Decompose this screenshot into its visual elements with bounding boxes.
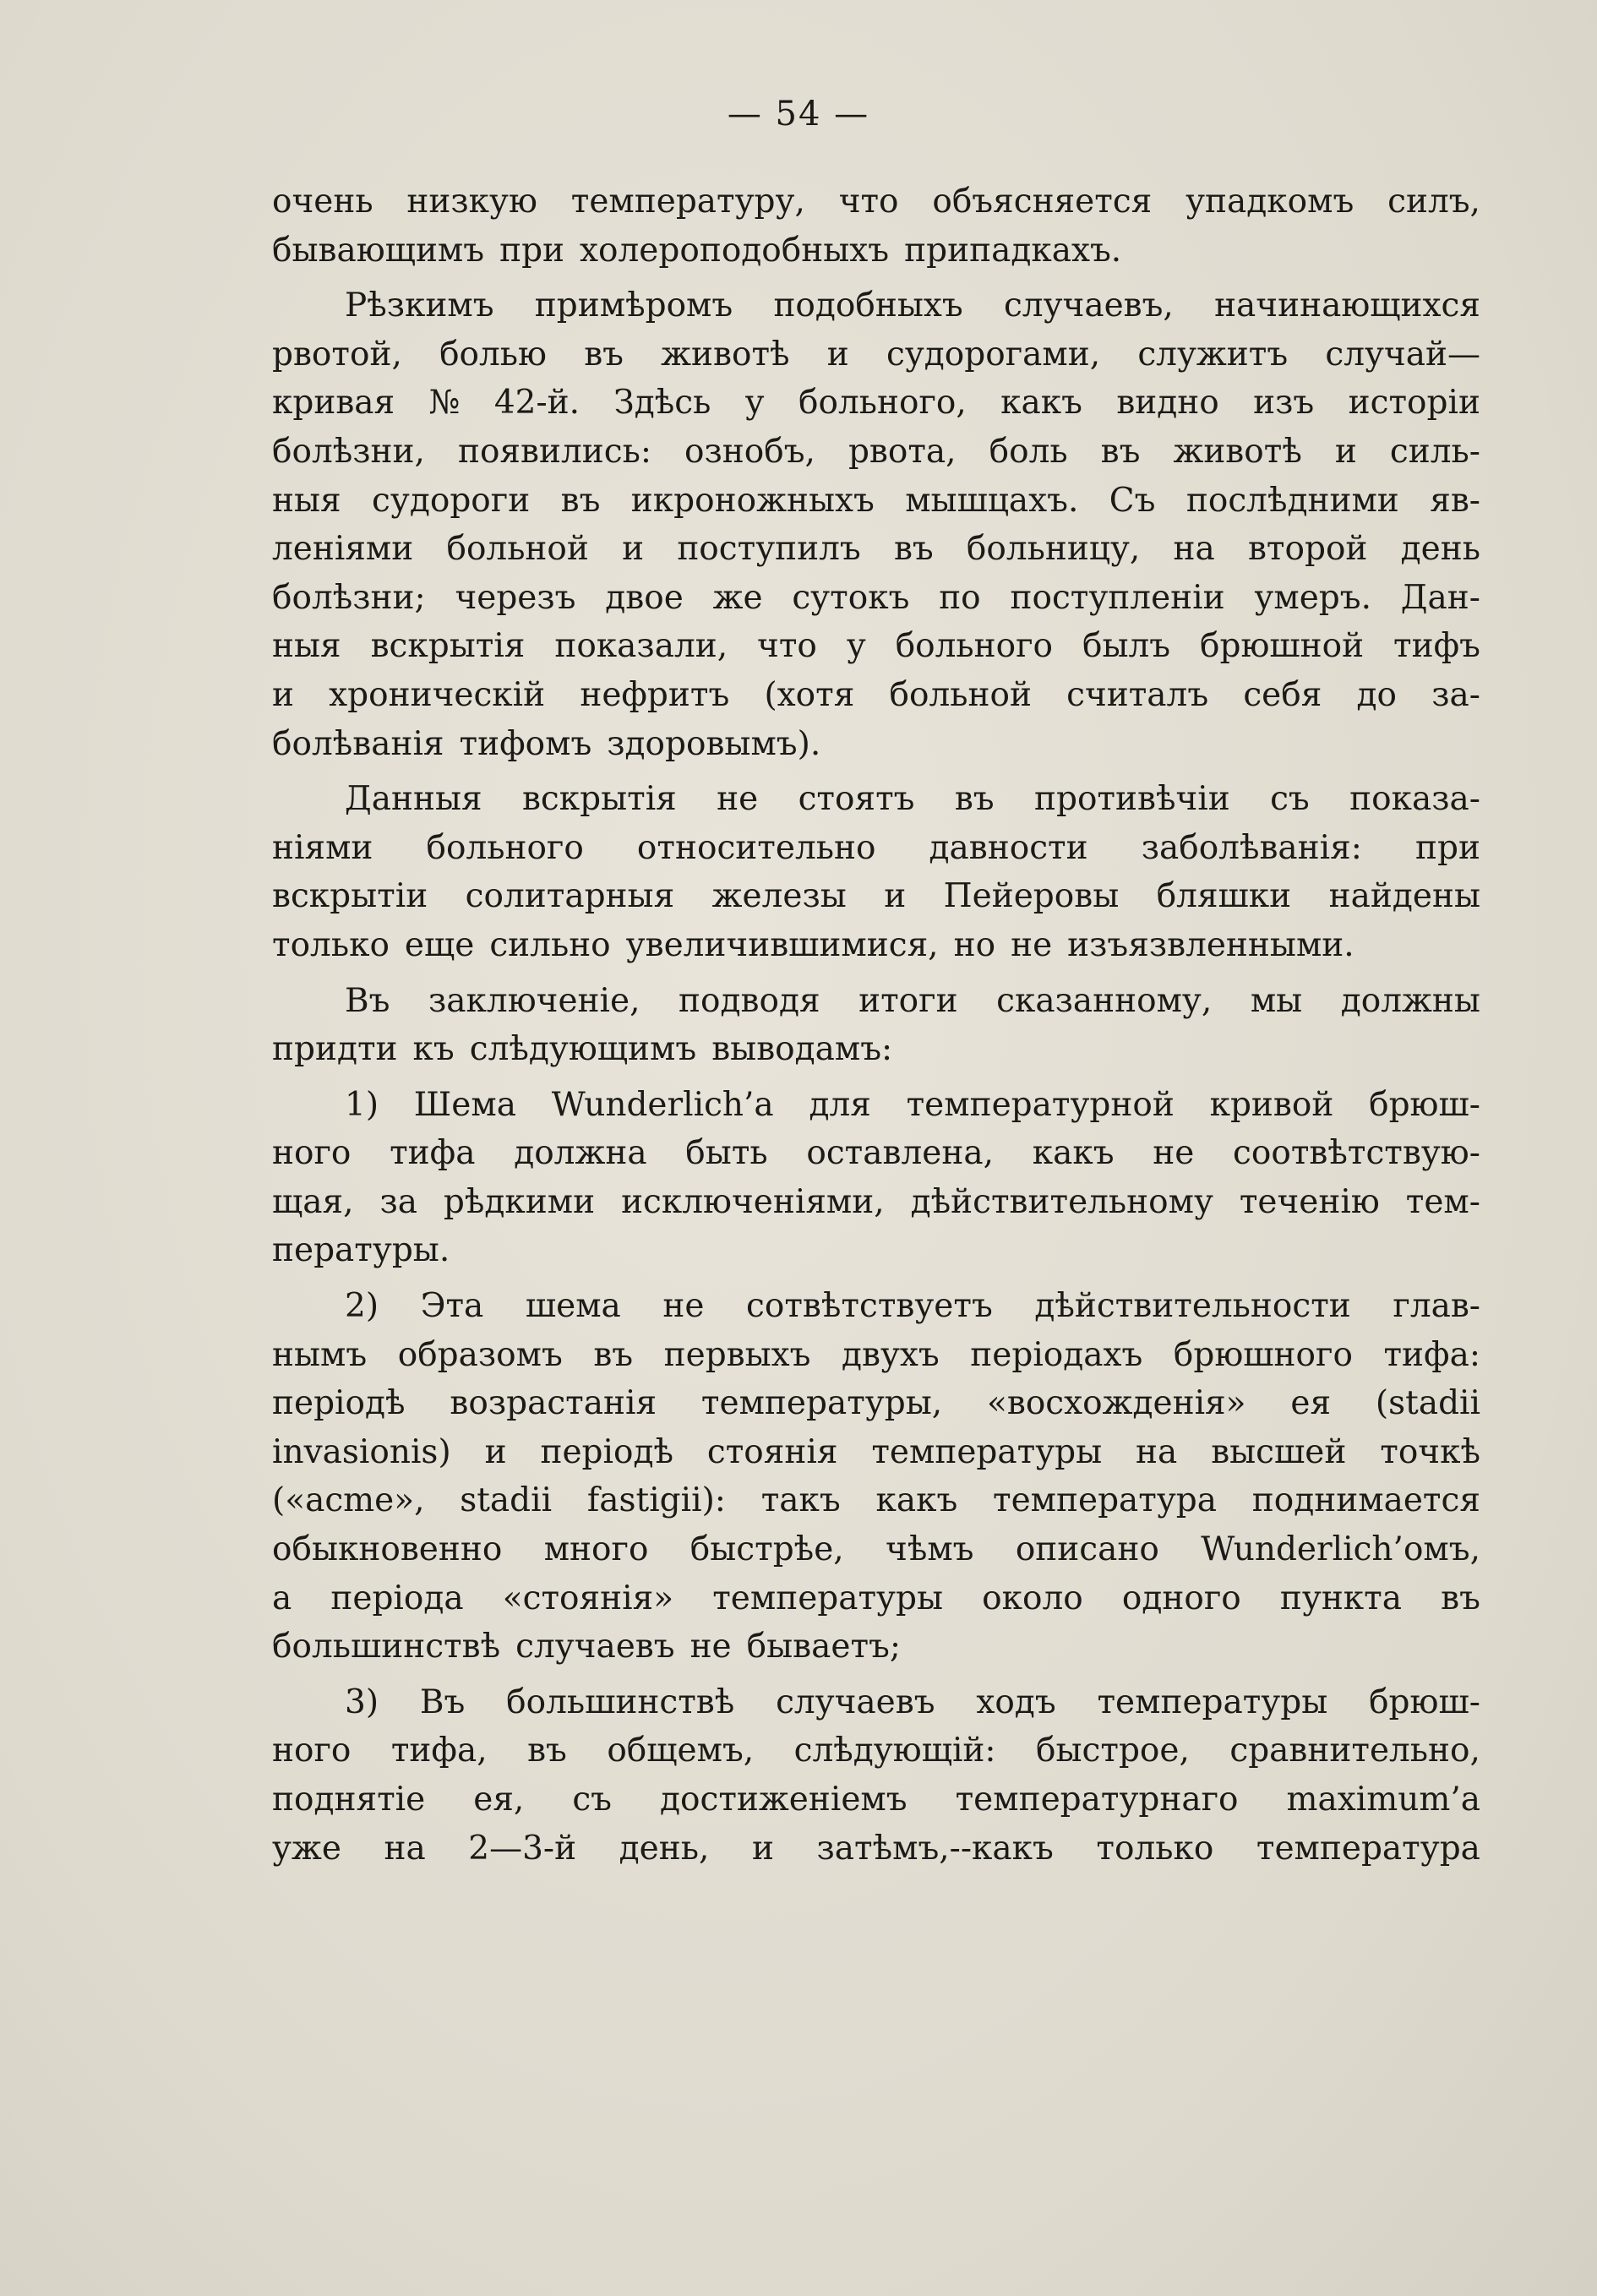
- word: пункта: [1279, 1579, 1403, 1617]
- word: объясняется: [932, 183, 1153, 221]
- paragraph: [272, 775, 1480, 969]
- word: подводя: [679, 981, 820, 1020]
- word: №: [428, 384, 461, 423]
- word: и: [622, 530, 645, 569]
- word: появились:: [457, 432, 651, 471]
- word: придти: [272, 1030, 398, 1069]
- word: мы: [1250, 981, 1303, 1020]
- word: нымъ: [272, 1335, 368, 1374]
- word: при: [499, 231, 565, 270]
- word: холероподобныхъ: [580, 231, 890, 270]
- word: до: [1356, 675, 1398, 714]
- word: Дан-: [1400, 578, 1480, 617]
- word: яв-: [1430, 481, 1480, 520]
- word: 42-й.: [493, 384, 580, 423]
- word: соотвѣтствую-: [1233, 1134, 1480, 1173]
- paragraph-gap: [272, 970, 1480, 977]
- word: какъ: [1032, 1134, 1115, 1173]
- word: Шема: [413, 1085, 516, 1124]
- word: леніями: [272, 530, 414, 569]
- paragraph: [272, 1282, 1480, 1672]
- word: теченію: [1239, 1182, 1380, 1221]
- word: общемъ,: [607, 1732, 755, 1770]
- word: за-: [1431, 675, 1480, 714]
- word: въ: [527, 1732, 567, 1770]
- word: не: [1011, 925, 1053, 964]
- word: судороги: [372, 481, 531, 520]
- word: тем-: [1405, 1182, 1480, 1221]
- word: умеръ.: [1254, 578, 1371, 617]
- word: больного: [426, 828, 584, 867]
- word: первыхъ: [663, 1335, 811, 1374]
- word: нефритъ: [580, 675, 730, 714]
- paragraph-gap: [272, 275, 1480, 281]
- word: ного: [272, 1134, 352, 1173]
- word: много: [543, 1530, 649, 1569]
- word: періодѣ: [272, 1384, 406, 1423]
- word: больного: [895, 627, 1054, 666]
- word: больного,: [798, 384, 967, 423]
- word: описано: [1015, 1530, 1159, 1569]
- word: болью: [439, 335, 547, 374]
- word: подобныхъ: [773, 286, 963, 325]
- word: только: [272, 925, 390, 964]
- text-line: [272, 1726, 1480, 1775]
- word: «восхожденія»: [987, 1384, 1246, 1423]
- word: силь-: [1389, 432, 1480, 471]
- word: бляшки: [1156, 877, 1292, 916]
- word: съ: [1270, 780, 1310, 819]
- word: по: [939, 578, 981, 617]
- word: въ: [954, 780, 995, 819]
- paragraph-gap: [272, 1672, 1480, 1678]
- word: случай—: [1325, 335, 1480, 374]
- text-line: [272, 1081, 1480, 1130]
- word: не: [717, 780, 759, 819]
- word: брюшной: [1200, 627, 1365, 666]
- word: шема: [525, 1287, 621, 1326]
- word: солитарныя: [465, 877, 675, 916]
- word: брюшного: [1173, 1335, 1353, 1374]
- text-line: [272, 1775, 1480, 1824]
- word: и: [751, 1829, 774, 1868]
- word: рвота,: [848, 432, 957, 471]
- text-line: [272, 1282, 1480, 1331]
- paragraph: [272, 177, 1480, 275]
- word: черезъ: [455, 578, 576, 617]
- word: и: [272, 675, 294, 714]
- text-line: [272, 330, 1480, 379]
- word: тифа:: [1383, 1335, 1480, 1374]
- body-text: [272, 177, 1480, 1873]
- text-line: [272, 177, 1480, 226]
- word: ея: [1290, 1384, 1332, 1423]
- word: найдены: [1328, 877, 1480, 916]
- word: высшей: [1211, 1432, 1347, 1471]
- word: исключеніями,: [621, 1182, 885, 1221]
- word: образомъ: [397, 1335, 563, 1374]
- word: 2—3-й: [468, 1829, 577, 1868]
- word: железы: [711, 877, 847, 916]
- text-line: [272, 1574, 1480, 1623]
- word: глав-: [1393, 1287, 1480, 1326]
- word: стоянія: [706, 1432, 838, 1471]
- text-line: [272, 379, 1480, 428]
- word: въ: [584, 335, 624, 374]
- text-line: [272, 1678, 1480, 1727]
- word: и: [1334, 432, 1357, 471]
- paragraph: [272, 1678, 1480, 1873]
- word: ознобъ,: [684, 432, 815, 471]
- word: рвотой,: [272, 335, 402, 374]
- word: ныя: [272, 627, 341, 666]
- word: къ: [412, 1030, 455, 1069]
- word: день: [1400, 530, 1480, 569]
- word: брюш-: [1369, 1682, 1480, 1721]
- word: въ: [1100, 432, 1141, 471]
- word: боль: [989, 432, 1068, 471]
- word: «стоянія»: [502, 1579, 674, 1617]
- word: такъ: [760, 1481, 841, 1520]
- word: изъязвленными.: [1067, 925, 1354, 964]
- word: болѣванія: [272, 724, 444, 763]
- word: дѣйствительному: [910, 1182, 1213, 1221]
- word: двухъ: [842, 1335, 940, 1374]
- text-line: [272, 824, 1480, 873]
- word: не: [662, 1287, 705, 1326]
- word: на: [1173, 530, 1215, 569]
- word: быстрѣе,: [689, 1530, 844, 1569]
- word: себя: [1243, 675, 1322, 714]
- word: сотвѣтствуетъ: [746, 1287, 993, 1326]
- word: рѣдкими: [443, 1182, 596, 1221]
- word: поступленіи: [1010, 578, 1225, 617]
- word: сравнительно,: [1229, 1732, 1480, 1770]
- word: сильно: [489, 925, 611, 964]
- word: хроническій: [329, 675, 546, 714]
- word: болѣзни;: [272, 578, 426, 617]
- word: Рѣзкимъ: [345, 286, 494, 325]
- word: показа-: [1349, 780, 1480, 819]
- word: здоровымъ).: [607, 724, 821, 763]
- text-line: [272, 1622, 1480, 1672]
- word: еще: [404, 925, 475, 964]
- word: дѣйствительности: [1034, 1287, 1351, 1326]
- word: stadii: [460, 1481, 553, 1520]
- word: выводамъ:: [711, 1030, 893, 1069]
- word: видно: [1116, 384, 1219, 423]
- word: температурной: [906, 1085, 1175, 1124]
- paragraph: [272, 977, 1480, 1074]
- word: періодахъ: [970, 1335, 1143, 1374]
- word: на: [384, 1829, 426, 1868]
- word: Здѣсь: [613, 384, 711, 423]
- text-line: [272, 1129, 1480, 1178]
- word: болѣзни,: [272, 432, 425, 471]
- word: больницу,: [966, 530, 1141, 569]
- word: и: [884, 877, 907, 916]
- word: тифъ: [1393, 627, 1480, 666]
- word: силъ,: [1387, 183, 1480, 221]
- text-line: [272, 226, 1480, 275]
- word: служитъ: [1137, 335, 1289, 374]
- word: въ: [560, 481, 601, 520]
- text-line: [272, 1379, 1480, 1428]
- text-line: [272, 428, 1480, 477]
- word: уже: [272, 1829, 341, 1868]
- word: Въ: [419, 1682, 466, 1721]
- text-line: [272, 1428, 1480, 1477]
- word: Въ: [345, 981, 390, 1020]
- word: температуры: [1097, 1682, 1328, 1721]
- word: температура: [993, 1481, 1218, 1520]
- word: припадкахъ.: [904, 231, 1122, 270]
- word: температуры: [871, 1432, 1103, 1471]
- word: поднятіе: [272, 1781, 426, 1819]
- word: считалъ: [1066, 675, 1209, 714]
- word: относительно: [636, 828, 876, 867]
- word: низкую: [406, 183, 537, 221]
- word: у: [744, 384, 765, 423]
- word: кривая: [272, 384, 395, 423]
- word: и: [484, 1432, 507, 1471]
- word: большинствѣ: [272, 1628, 501, 1666]
- word: затѣмъ,--какъ: [816, 1829, 1054, 1868]
- word: животѣ: [661, 335, 790, 374]
- word: Съ: [1109, 481, 1156, 520]
- word: періода: [330, 1579, 464, 1617]
- word: бывающимъ: [272, 231, 485, 270]
- word: большинствѣ: [506, 1682, 735, 1721]
- paragraph: [272, 281, 1480, 768]
- word: invasionis): [272, 1432, 451, 1471]
- word: ніями: [272, 828, 373, 867]
- word: сказанному,: [996, 981, 1213, 1020]
- word: въ: [1441, 1579, 1480, 1617]
- word: оставлена,: [806, 1134, 994, 1173]
- word: вскрытіи: [272, 877, 428, 916]
- word: у: [846, 627, 866, 666]
- word: же: [712, 578, 763, 617]
- word: (stadii: [1375, 1384, 1480, 1423]
- word: мышцахъ.: [905, 481, 1079, 520]
- word: стоятъ: [798, 780, 915, 819]
- word: исторіи: [1348, 384, 1480, 423]
- word: второй: [1247, 530, 1368, 569]
- word: вскрытія: [521, 780, 677, 819]
- word: за: [379, 1182, 417, 1221]
- word: давности: [929, 828, 1088, 867]
- word: Wunderlich’омъ,: [1201, 1530, 1480, 1569]
- word: (хотя: [764, 675, 855, 714]
- word: не: [1153, 1134, 1195, 1173]
- word: 3): [345, 1682, 379, 1721]
- text-line: [272, 574, 1480, 623]
- word: тифомъ: [459, 724, 592, 763]
- word: съ: [572, 1781, 612, 1819]
- word: не: [689, 1628, 732, 1666]
- text-line: [272, 477, 1480, 526]
- word: но: [953, 925, 996, 964]
- text-line: [272, 775, 1480, 824]
- word: ного: [272, 1732, 352, 1770]
- word: точкѣ: [1380, 1432, 1480, 1471]
- word: судорогами,: [886, 335, 1101, 374]
- word: въ: [893, 530, 934, 569]
- word: температура: [1256, 1829, 1480, 1868]
- word: начинающихся: [1214, 286, 1480, 325]
- page-number: — 54 —: [727, 95, 870, 134]
- word: ходъ: [976, 1682, 1056, 1721]
- word: бываетъ;: [746, 1628, 901, 1666]
- paragraph-gap: [272, 1074, 1480, 1081]
- word: что: [838, 183, 899, 221]
- word: температуры,: [700, 1384, 943, 1423]
- word: изъ: [1253, 384, 1315, 423]
- word: что: [757, 627, 817, 666]
- word: Данныя: [345, 780, 482, 819]
- word: температуры: [712, 1579, 944, 1617]
- word: икроножныхъ: [630, 481, 875, 520]
- text-line: [272, 1824, 1480, 1873]
- text-line: [272, 1476, 1480, 1525]
- word: періодѣ: [540, 1432, 673, 1471]
- word: должны: [1340, 981, 1480, 1020]
- word: должна: [514, 1134, 647, 1173]
- word: ея,: [473, 1781, 525, 1819]
- text-line: [272, 921, 1480, 970]
- word: заключеніе,: [428, 981, 640, 1020]
- word: былъ: [1082, 627, 1171, 666]
- word: показали,: [554, 627, 728, 666]
- word: температурнаго: [955, 1781, 1239, 1819]
- word: Пейеровы: [943, 877, 1120, 916]
- word: щая,: [272, 1182, 354, 1221]
- word: какъ: [1000, 384, 1082, 423]
- paragraph-gap: [272, 1275, 1480, 1282]
- word: («acme»,: [272, 1481, 425, 1520]
- word: тифа,: [390, 1732, 488, 1770]
- word: Wunderlich’а: [551, 1085, 774, 1124]
- word: брюш-: [1369, 1085, 1480, 1124]
- word: быстрое,: [1036, 1732, 1190, 1770]
- text-line: [272, 1525, 1480, 1574]
- word: заболѣванія:: [1141, 828, 1362, 867]
- text-line: [272, 281, 1480, 330]
- word: 2): [345, 1287, 379, 1326]
- word: какъ: [875, 1481, 958, 1520]
- paragraph: [272, 1081, 1480, 1275]
- word: одного: [1121, 1579, 1241, 1617]
- word: около: [982, 1579, 1083, 1617]
- word: 1): [345, 1085, 379, 1124]
- word: слѣдующій:: [793, 1732, 996, 1770]
- word: и: [826, 335, 849, 374]
- word: день,: [619, 1829, 710, 1868]
- word: поступилъ: [677, 530, 861, 569]
- word: примѣромъ: [534, 286, 733, 325]
- word: при: [1414, 828, 1480, 867]
- word: противѣчіи: [1033, 780, 1230, 819]
- word: поднимается: [1251, 1481, 1480, 1520]
- word: быть: [685, 1134, 768, 1173]
- word: а: [272, 1579, 292, 1617]
- text-line: [272, 1178, 1480, 1227]
- text-line: [272, 872, 1480, 921]
- word: обыкновенно: [272, 1530, 503, 1569]
- text-line: [272, 1226, 1480, 1275]
- word: достиженіемъ: [660, 1781, 908, 1819]
- word: слѣдующимъ: [469, 1030, 697, 1069]
- paragraph-gap: [272, 768, 1480, 775]
- word: случаевъ: [776, 1682, 935, 1721]
- word: возрастанія: [450, 1384, 657, 1423]
- word: двое: [605, 578, 684, 617]
- word: пературы.: [272, 1231, 450, 1270]
- text-line: [272, 977, 1480, 1026]
- word: больной: [446, 530, 589, 569]
- word: только: [1096, 1829, 1214, 1868]
- word: больной: [889, 675, 1032, 714]
- text-line: [272, 1025, 1480, 1074]
- word: очень: [272, 183, 373, 221]
- word: на: [1136, 1432, 1178, 1471]
- word: вскрытія: [370, 627, 526, 666]
- word: итоги: [858, 981, 958, 1020]
- word: въ: [593, 1335, 634, 1374]
- word: послѣдними: [1185, 481, 1399, 520]
- word: температуру,: [570, 183, 805, 221]
- word: чѣмъ: [886, 1530, 974, 1569]
- word: maximum’а: [1286, 1781, 1480, 1819]
- word: fastigii):: [586, 1481, 726, 1520]
- word: для: [809, 1085, 871, 1124]
- text-line: [272, 1331, 1480, 1380]
- word: случаевъ: [515, 1628, 675, 1666]
- word: кривой: [1209, 1085, 1334, 1124]
- text-line: [272, 720, 1480, 769]
- word: случаевъ,: [1003, 286, 1174, 325]
- text-line: [272, 525, 1480, 574]
- word: увеличившимися,: [625, 925, 939, 964]
- word: ныя: [272, 481, 341, 520]
- word: животѣ: [1173, 432, 1302, 471]
- text-line: [272, 622, 1480, 671]
- text-line: [272, 671, 1480, 720]
- word: Эта: [420, 1287, 484, 1326]
- word: сутокъ: [792, 578, 910, 617]
- word: тифа: [390, 1134, 476, 1173]
- word: упадкомъ: [1185, 183, 1354, 221]
